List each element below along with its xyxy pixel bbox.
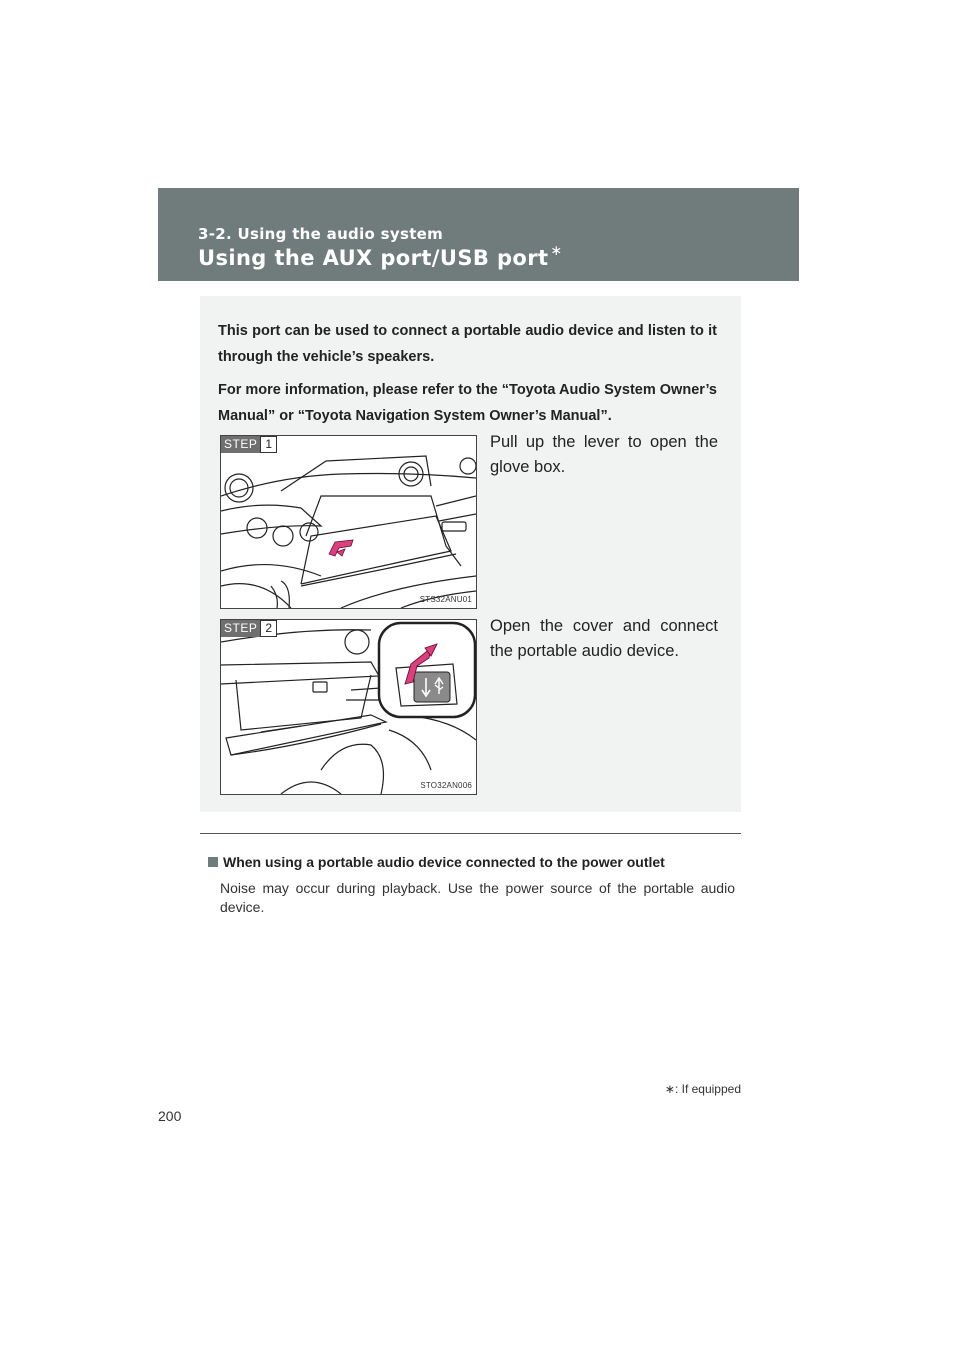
intro-paragraph-1: This port can be used to connect a portable audio device and listen to it through the vehicle’s speakers.: [218, 323, 717, 365]
note-body: Noise may occur during playback. Use the power source of the portable audio device.: [220, 880, 735, 915]
intro-paragraph-2: For more information, please refer to the “Toyota Audio System Owner’s Manual” or “Toyota Navigation System Owner’s Manual”.: [218, 382, 717, 424]
figure-code: STO32AN006: [420, 781, 472, 790]
step-badge-1: [221, 436, 277, 453]
section-divider: [200, 833, 741, 834]
intro-text: [218, 318, 717, 436]
square-bullet-icon: [208, 857, 218, 867]
step-label: STEP: [221, 436, 260, 453]
step-number: 2: [260, 620, 277, 637]
step-1-illustration: [220, 435, 477, 609]
page-number: 200: [158, 1108, 182, 1124]
step-badge-2: [221, 620, 277, 637]
step-label: STEP: [221, 620, 260, 637]
figure-code: STS32ANU01: [419, 595, 472, 604]
step-number: 1: [260, 436, 277, 453]
glove-box-drawing: [221, 436, 476, 608]
usb-port-drawing: [221, 620, 476, 794]
section-label: 3-2. Using the audio system: [198, 225, 444, 243]
footnote: [665, 1082, 741, 1096]
page-title: [198, 243, 563, 270]
asterisk-mark: ∗: [664, 1082, 675, 1096]
page-title-text: Using the AUX port/USB port: [198, 246, 549, 270]
step-2-illustration: [220, 619, 477, 795]
note-heading: [208, 854, 665, 870]
note-heading-text: When using a portable audio device connected to the power outlet: [223, 854, 665, 870]
instruction-panel: [200, 296, 741, 812]
step-1-text: Pull up the lever to open the glove box.: [490, 433, 718, 476]
step-2-text: Open the cover and connect the portable audio device.: [490, 617, 718, 660]
equipped-mark: ∗: [550, 243, 563, 259]
footnote-text: : If equipped: [674, 1082, 741, 1096]
section-header: [158, 188, 799, 281]
